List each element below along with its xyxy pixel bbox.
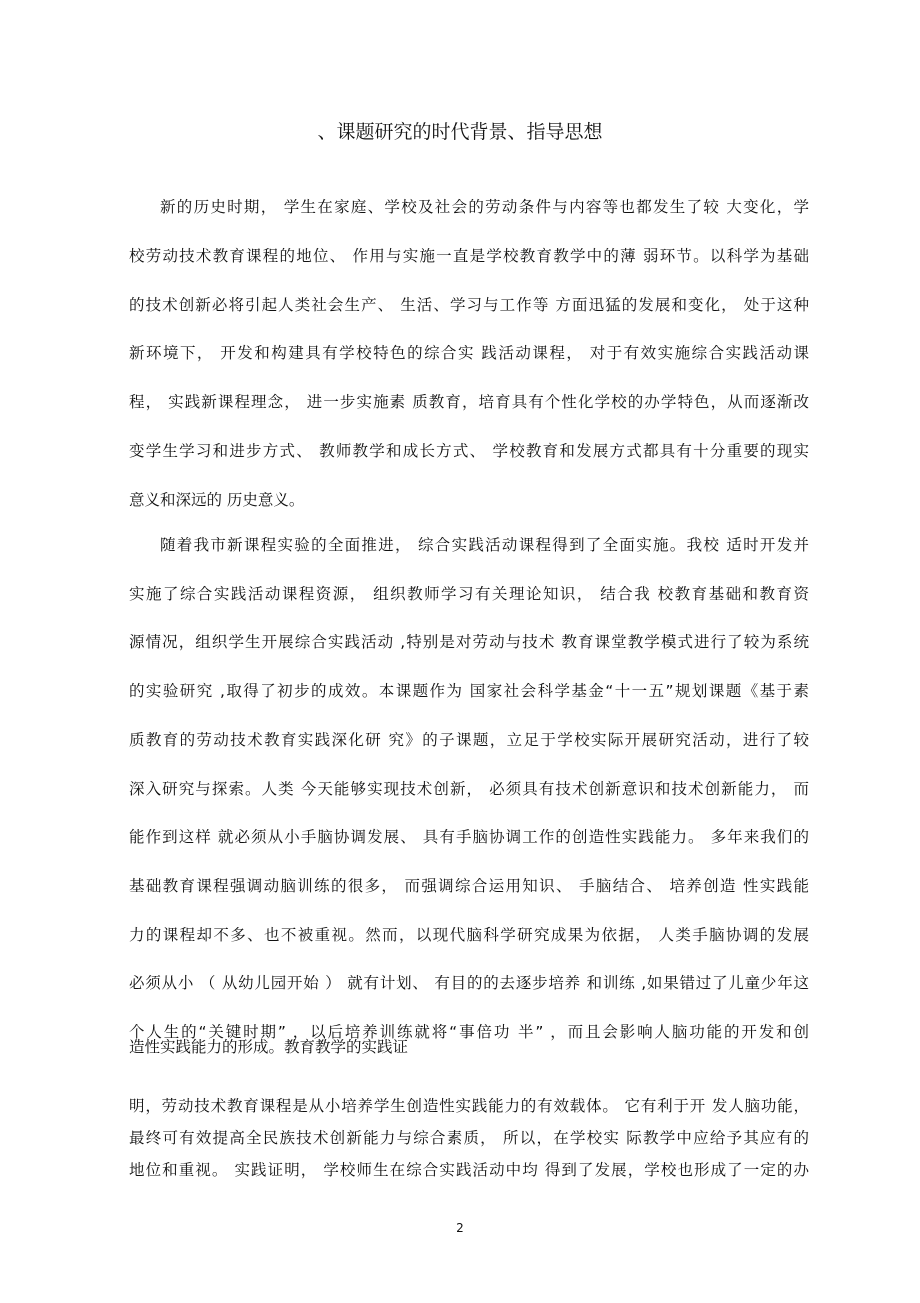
paragraph-1 xyxy=(129,183,809,525)
text-line: 质教育的劳动技术教育实践深化研 究》的子课题，立足于学校实际开展研究活动，进行了较 xyxy=(129,730,809,749)
text-line: 深入研究与探索。人类 今天能够实现技术创新， 必须具有技术创新意识和技术创新能力， 而 xyxy=(129,779,809,798)
text-line: 源情况，组织学生开展综合实践活动 ,特别是对劳动与技术 教育课堂教学模式进行了较为系统 xyxy=(129,633,809,652)
text-line: 意义和深远的 历史意义。 xyxy=(129,490,305,509)
text-line: 变学生学习和进步方式、 教师教学和成长方式、 学校教育和发展方式都具有十分重要的现实 xyxy=(129,441,809,460)
text-line: 地位和重视。 实践证明， 学校师生在综合实践活动中均 得到了发展，学校也形成了一定的办 xyxy=(129,1161,809,1179)
page-number: 2 xyxy=(456,1221,464,1235)
text-line: 程， 实践新课程理念， 进一步实施素 质教育，培育具有个性化学校的办学特色，从而逐渐改 xyxy=(129,393,809,412)
text-line: 的技术创新必将引起人类社会生产、 生活、学习与工作等 方面迅猛的发展和变化， 处于这种 xyxy=(129,295,809,314)
text-line: 的实验研究 ,取得了初步的成效。本课题作为 国家社会科学基金“十一五”规划课题《基于素 xyxy=(129,682,809,701)
text-line: 能作到这样 就必须从小手脑协调发展、 具有手脑协调工作的创造性实践能力。 多年来我们的 xyxy=(129,828,809,847)
text-line: 实施了综合实践活动课程资源， 组织教师学习有关理论知识， 结合我 校教育基础和教育资 xyxy=(129,584,809,603)
text-line: 必须从小 （ 从幼儿园开始 ） 就有计划、 有目的的去逐步培养 和训练 ,如果错过了儿童少年这 xyxy=(129,974,809,993)
paragraph-3 xyxy=(129,1090,809,1186)
text-line: 基础教育课程强调动脑训练的很多， 而强调综合运用知识、 手脑结合、 培养创造 性实践能 xyxy=(129,876,809,895)
text-line: 新环境下， 开发和构建具有学校特色的综合实 践活动课程， 对于有效实施综合实践活动课 xyxy=(129,344,809,363)
text-line: 力的课程却不多、也不被重视。然而，以现代脑科学研究成果为依据， 人类手脑协调的发展 xyxy=(129,925,809,944)
text-line: 新的历史时期， 学生在家庭、学校及社会的劳动条件与内容等也都发生了较 大变化，学 xyxy=(160,198,809,216)
section-title: 、课题研究的时代背景、指导思想 xyxy=(317,121,603,143)
text-line: 个人生的“关键时期” ，以后培养训练就将“事倍功 半” ，而且会影响人脑功能的开发和创 xyxy=(129,1023,809,1042)
text-line: 明，劳动技术教育课程是从小培养学生创造性实践能力的有效载体。 它有利于开 发人脑功能， xyxy=(129,1097,809,1115)
paragraph-2-trailing-line: 造性实践能力的形成。教育教学的实践证 xyxy=(129,1038,409,1056)
text-line: 最终可有效提高全民族技术创新能力与综合素质， 所以，在学校实 际教学中应给予其应有的 xyxy=(129,1129,809,1147)
text-line: 随着我市新课程实验的全面推进， 综合实践活动课程得到了全面实施。我校 适时开发并 xyxy=(160,536,809,554)
text-line: 校劳动技术教育课程的地位、 作用与实施一直是学校教育教学中的薄 弱环节。以科学为基础 xyxy=(129,246,809,265)
paragraph-2 xyxy=(129,521,809,1057)
